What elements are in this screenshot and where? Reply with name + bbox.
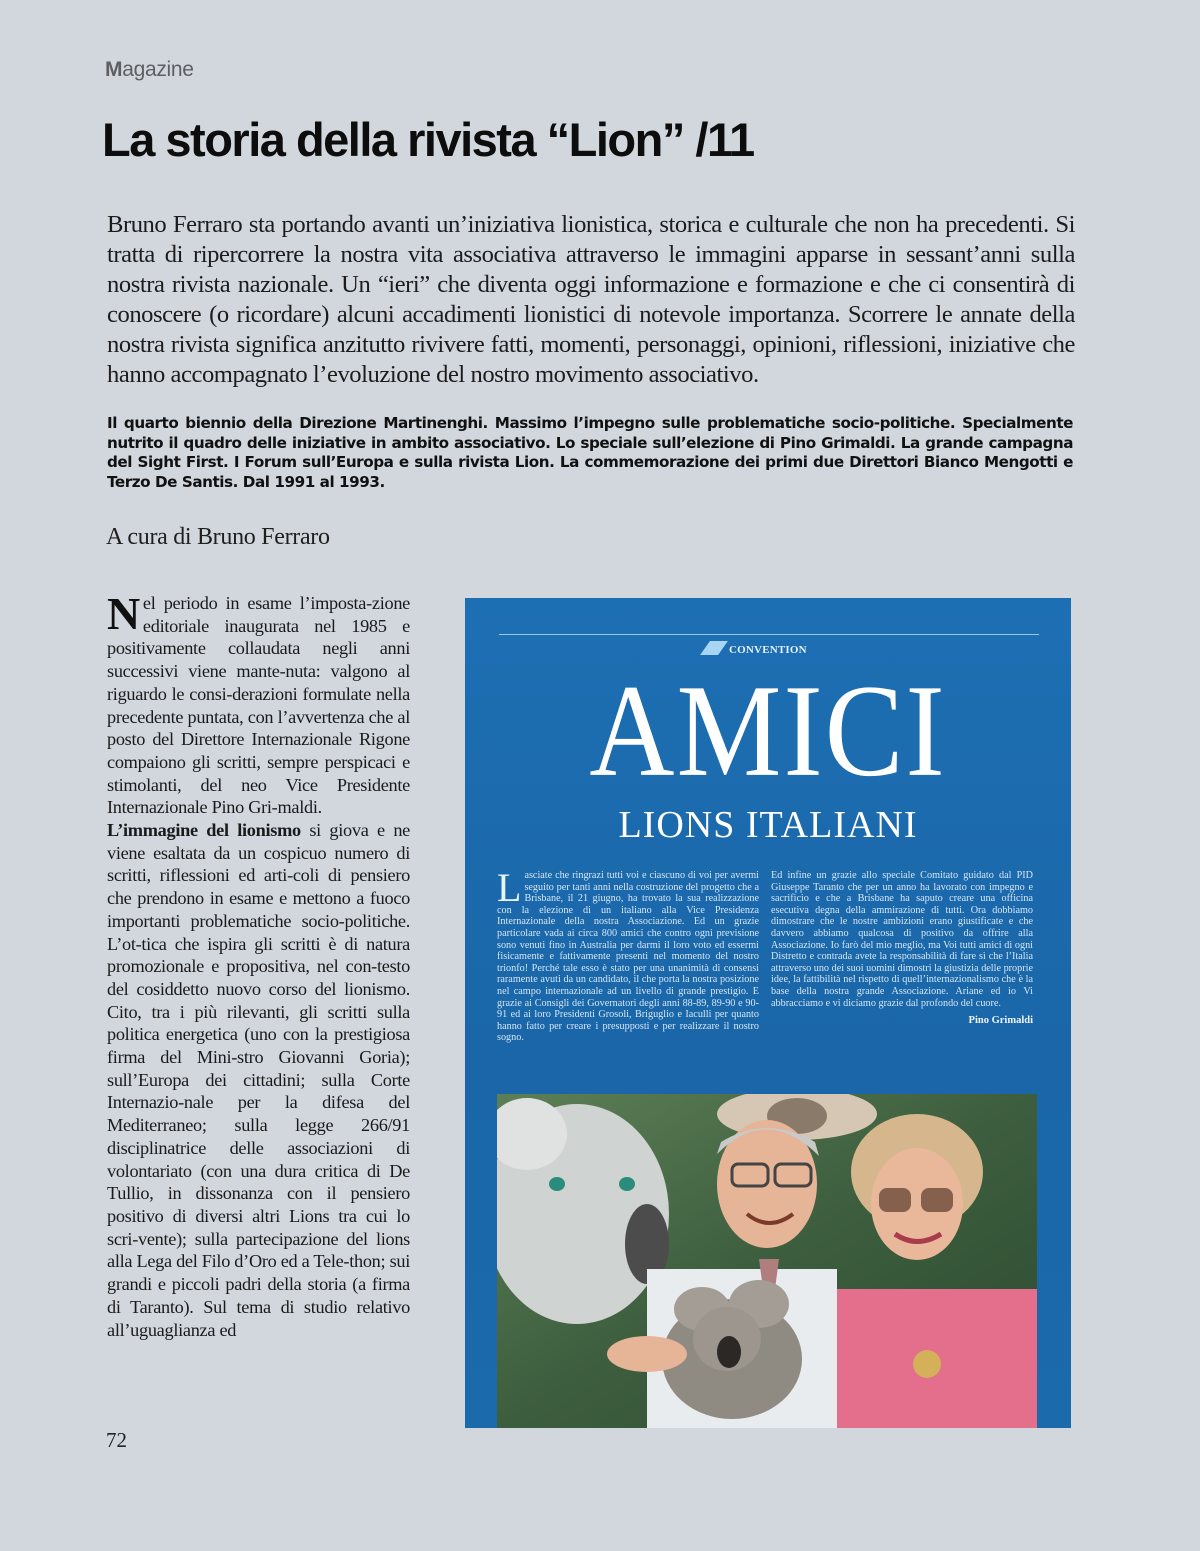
page-number: 72	[106, 1428, 127, 1452]
letter-initial: L	[497, 865, 522, 910]
letter-signature: Pino Grimaldi	[968, 1015, 1033, 1027]
photo-illustration	[497, 1094, 1037, 1428]
magazine-headline: AMICI	[589, 657, 947, 804]
magazine-subheadline: LIONS ITALIANI	[618, 804, 918, 846]
letter-column-2	[771, 870, 1033, 1027]
body-paragraph-2: si giova e ne viene esaltata da un cospicuo numero di scritti, riflessioni ed arti-coli di pensiero che prendono in esame e mettono a fuoco importanti problematiche socio-politiche. L’ot-tica che ispira gli scritti è di natura promozionale e propositiva, nel con-testo del cosiddetto nuovo corso del lionismo. Cito, tra i più rilevanti, gli scritti sulla politica energetica (uno con la prestigiosa firma del Mini-stro Giovanni Goria); sull’Europa dei cittadini; sulla Corte Internazio-nale per la difesa del Mediterraneo; sulla legge 266/91 disciplinatrice delle associazioni di volontariato (con una dura critica di De Tullio, in dissonanza con il pensiero positivo di diversi altri Lions tra cui lo scri-vente); sulla partecipazione del lions alla Lega del Filo d’Oro ed a Tele-thon; sui grandi e piccoli padri della storia (a firma di Taranto). Sul tema di studio relativo all’uguaglianza ed	[107, 820, 410, 1340]
byline: A cura di Bruno Ferraro	[106, 524, 330, 550]
body-column	[107, 588, 410, 1341]
body-paragraph-1: el periodo in esame l’imposta-zione editoriale inaugurata nel 1985 e positivamente collaudata negli anni successivi viene mante-nuta: valgono al riguardo le consi-derazioni formulate nella precedente puntata, con l’avvertenza che al posto del Direttore Internazionale Rigone compaiono gli scritti, sempre perspicaci e stimolanti, del neo Vice Presidente Internazionale Pino Gri-maldi.	[107, 593, 410, 818]
drop-cap: N	[107, 588, 140, 639]
top-rule	[499, 634, 1039, 635]
article-title: La storia della rivista “Lion” /11	[102, 113, 754, 166]
magazine-page-image	[465, 598, 1071, 1428]
convention-mark-icon	[700, 641, 728, 655]
convention-kicker: CONVENTION	[729, 644, 807, 656]
article-intro: Bruno Ferraro sta portando avanti un’iniziativa lionistica, storica e culturale che non ha precedenti. Si tratta di ripercorrere la nostra vita associativa attraverso le immagini apparse in sessant’anni sulla nostra rivista nazionale. Un “ieri” che diventa oggi informazione e formazione e che ci consentirà di conoscere (o ricordare) alcuni accadimenti lionistici di notevole importanza. Scorrere le annate della nostra rivista significa anzitutto rivivere fatti, momenti, personaggi, opinioni, riflessioni, iniziative che hanno accompagnato l’evoluzione del nostro movimento associativo.	[107, 211, 1075, 388]
photo-couple-with-koala	[497, 1094, 1037, 1428]
body-subhead: L’immagine del lionismo	[107, 820, 301, 841]
article-summary: Il quarto biennio della Direzione Martinenghi. Massimo l’impegno sulle problematiche socio-politiche. Specialmente nutrito il quadro delle iniziative in ambito associativo. Lo speciale sull’elezione di Pino Grimaldi. La grande campagna del Sight First. I Forum sull’Europa e sulla rivista Lion. La commemorazione dei primi due Direttori Bianco Mengotti e Terzo De Santis. Dal 1991 al 1993.	[107, 414, 1073, 491]
section-label: Magazine	[105, 58, 194, 81]
letter-text-1: asciate che ringrazi tutti voi e ciascuno di voi per avermi seguito per tanti anni nella costruzione del progetto che a Brisbane, il 21 giugno, ha trovato la sua realizzazione con la elezione di un italiano alla Vice Presidenza Internazionale della nostra Associazione. Ed un grazie particolare vada ai circa 800 amici che contro ogni previsione sono venuti fino in Australia per darmi il loro voto ed essermi fisicamente e fattivamente presenti nel momento del nostro trionfo! Perché tale esso è stato per una unanimità di consensi raramente avuti da un candidato, il che porta la nostra posizione nel campo internazionale ad un livello di grande prestigio. E grazie ai Consigli dei Governatori degli anni 88-89, 89-90 e 90-91 ed ai loro Presidenti Grosoli, Briguglio e Iaculli per quanto hanno fatto per creare i presupposti e per realizzare il nostro sogno.	[497, 870, 759, 1044]
letter-column-1	[497, 865, 759, 1044]
letter-text-2: Ed infine un grazie allo speciale Comitato guidato dal PID Giuseppe Taranto che per un anno ha lavorato con impegno e sacrificio e che a Brisbane ha saputo creare una officina esecutiva degna della ammirazione di tutti. Ora dobbiamo dimostrare che le nostre ambizioni erano giustificate e che davvero abbiamo qualcosa di positivo da offrire alla Associazione. Io farò del mio meglio, ma Voi tutti amici di ogni Distretto e contrada avete la responsabilità di fare sì che l’Italia attraverso uno dei suoi uomini dimostri la giustizia delle proprie idee, la fattibilità nel rispetto di quell’internazionalismo che è la base della nostra grande Associazione. Ariane ed io Vi abbracciamo e vi diciamo grazie dal profondo del cuore.	[771, 870, 1033, 1009]
